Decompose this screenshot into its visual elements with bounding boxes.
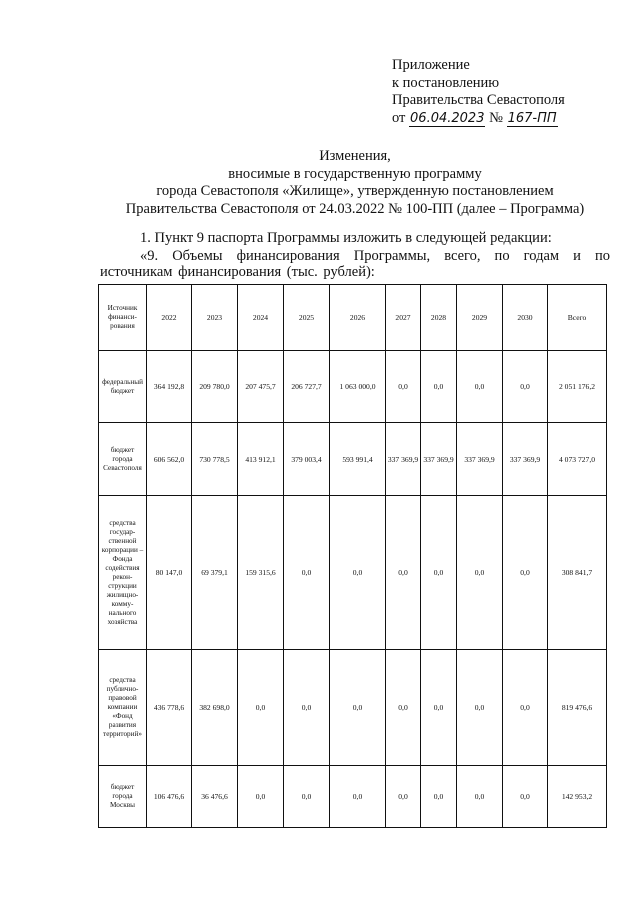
row-source: бюджет города Москвы bbox=[99, 766, 147, 828]
table-cell: 593 991,4 bbox=[330, 423, 386, 496]
table-cell: 0,0 bbox=[503, 496, 548, 650]
title-line-2: вносимые в государственную программу bbox=[228, 165, 482, 182]
table-cell: 0,0 bbox=[330, 766, 386, 828]
row-total: 142 953,2 bbox=[548, 766, 607, 828]
table-cell: 0,0 bbox=[238, 766, 284, 828]
appendix-block bbox=[392, 57, 632, 127]
table-cell: 207 475,7 bbox=[238, 351, 284, 423]
table-cell: 0,0 bbox=[330, 496, 386, 650]
header-year: 2027 bbox=[386, 285, 421, 351]
table-cell: 337 369,9 bbox=[386, 423, 421, 496]
from-label: от bbox=[392, 109, 406, 126]
handwritten-number: 167-ПП bbox=[507, 110, 557, 126]
table-cell: 0,0 bbox=[421, 496, 457, 650]
table-cell: 0,0 bbox=[386, 650, 421, 766]
table-cell: 0,0 bbox=[421, 650, 457, 766]
table-cell: 0,0 bbox=[386, 766, 421, 828]
table-cell: 0,0 bbox=[457, 766, 503, 828]
table-row bbox=[99, 423, 607, 496]
table-cell: 0,0 bbox=[386, 496, 421, 650]
appendix-date-line bbox=[392, 110, 632, 128]
row-source: бюджет города Севастополя bbox=[99, 423, 147, 496]
header-year: 2030 bbox=[503, 285, 548, 351]
table-cell: 106 476,6 bbox=[147, 766, 192, 828]
table-cell: 337 369,9 bbox=[503, 423, 548, 496]
table-cell: 80 147,0 bbox=[147, 496, 192, 650]
header-total: Всего bbox=[548, 285, 607, 351]
header-year: 2024 bbox=[238, 285, 284, 351]
header-year: 2023 bbox=[192, 285, 238, 351]
table-cell: 436 778,6 bbox=[147, 650, 192, 766]
table-cell: 0,0 bbox=[457, 351, 503, 423]
header-year: 2025 bbox=[284, 285, 330, 351]
table-cell: 0,0 bbox=[457, 496, 503, 650]
table-cell: 379 003,4 bbox=[284, 423, 330, 496]
row-total: 2 051 176,2 bbox=[548, 351, 607, 423]
table-row bbox=[99, 650, 607, 766]
table-cell: 0,0 bbox=[503, 351, 548, 423]
table-cell: 0,0 bbox=[330, 650, 386, 766]
table-cell: 0,0 bbox=[503, 766, 548, 828]
table-cell: 413 912,1 bbox=[238, 423, 284, 496]
table-row bbox=[99, 496, 607, 650]
title-line-3: города Севастополя «Жилище», утвержденную постановлением bbox=[156, 183, 554, 199]
appendix-line-3: Правительства Севастополя bbox=[392, 92, 565, 108]
table-row bbox=[99, 351, 607, 423]
table-cell: 0,0 bbox=[284, 650, 330, 766]
header-year: 2026 bbox=[330, 285, 386, 351]
table-cell: 606 562,0 bbox=[147, 423, 192, 496]
paragraph-1: 1. Пункт 9 паспорта Программы изложить в следующей редакции: bbox=[140, 230, 552, 246]
row-total: 308 841,7 bbox=[548, 496, 607, 650]
table-cell: 337 369,9 bbox=[457, 423, 503, 496]
number-label: № bbox=[489, 109, 503, 126]
row-source: средства государственной корпорации – Фонда содействия реконструкции жилищно-коммунального хозяйства bbox=[99, 496, 147, 650]
table-cell: 0,0 bbox=[421, 351, 457, 423]
table-cell: 337 369,9 bbox=[421, 423, 457, 496]
table-cell: 159 315,6 bbox=[238, 496, 284, 650]
table-cell: 0,0 bbox=[457, 650, 503, 766]
table-cell: 0,0 bbox=[284, 766, 330, 828]
title-line-4: Правительства Севастополя от 24.03.2022 № 100-ПП (далее – Программа) bbox=[125, 200, 585, 217]
row-source: федеральный бюджет bbox=[99, 351, 147, 423]
table-cell: 69 379,1 bbox=[192, 496, 238, 650]
header-source: Источник финансирования bbox=[99, 285, 147, 351]
table-cell: 0,0 bbox=[238, 650, 284, 766]
row-total: 819 476,6 bbox=[548, 650, 607, 766]
table-cell: 0,0 bbox=[284, 496, 330, 650]
row-total: 4 073 727,0 bbox=[548, 423, 607, 496]
table-cell: 206 727,7 bbox=[284, 351, 330, 423]
handwritten-date: 06.04.2023 bbox=[410, 110, 485, 126]
appendix-line-1: Приложение bbox=[392, 57, 470, 73]
table-cell: 0,0 bbox=[421, 766, 457, 828]
header-year: 2028 bbox=[421, 285, 457, 351]
table-cell: 0,0 bbox=[503, 650, 548, 766]
table-cell: 364 192,8 bbox=[147, 351, 192, 423]
paragraph-2: «9. Объемы финансирования Программы, всего, по годам и по источникам финансирования (тыс. рублей): bbox=[100, 248, 610, 280]
table-cell: 36 476,6 bbox=[192, 766, 238, 828]
table-cell: 0,0 bbox=[386, 351, 421, 423]
table-row bbox=[99, 766, 607, 828]
header-year: 2029 bbox=[457, 285, 503, 351]
table-cell: 382 698,0 bbox=[192, 650, 238, 766]
title-line-1: Изменения, bbox=[319, 148, 391, 164]
table-cell: 209 780,0 bbox=[192, 351, 238, 423]
row-source: средства публично-правовой компании «Фонд развития территорий» bbox=[99, 650, 147, 766]
appendix-line-2: к постановлению bbox=[392, 74, 500, 91]
table-cell: 730 778,5 bbox=[192, 423, 238, 496]
table-header-row bbox=[99, 285, 607, 351]
document-title bbox=[100, 148, 610, 218]
header-year: 2022 bbox=[147, 285, 192, 351]
financing-table bbox=[98, 284, 607, 828]
table-cell: 1 063 000,0 bbox=[330, 351, 386, 423]
